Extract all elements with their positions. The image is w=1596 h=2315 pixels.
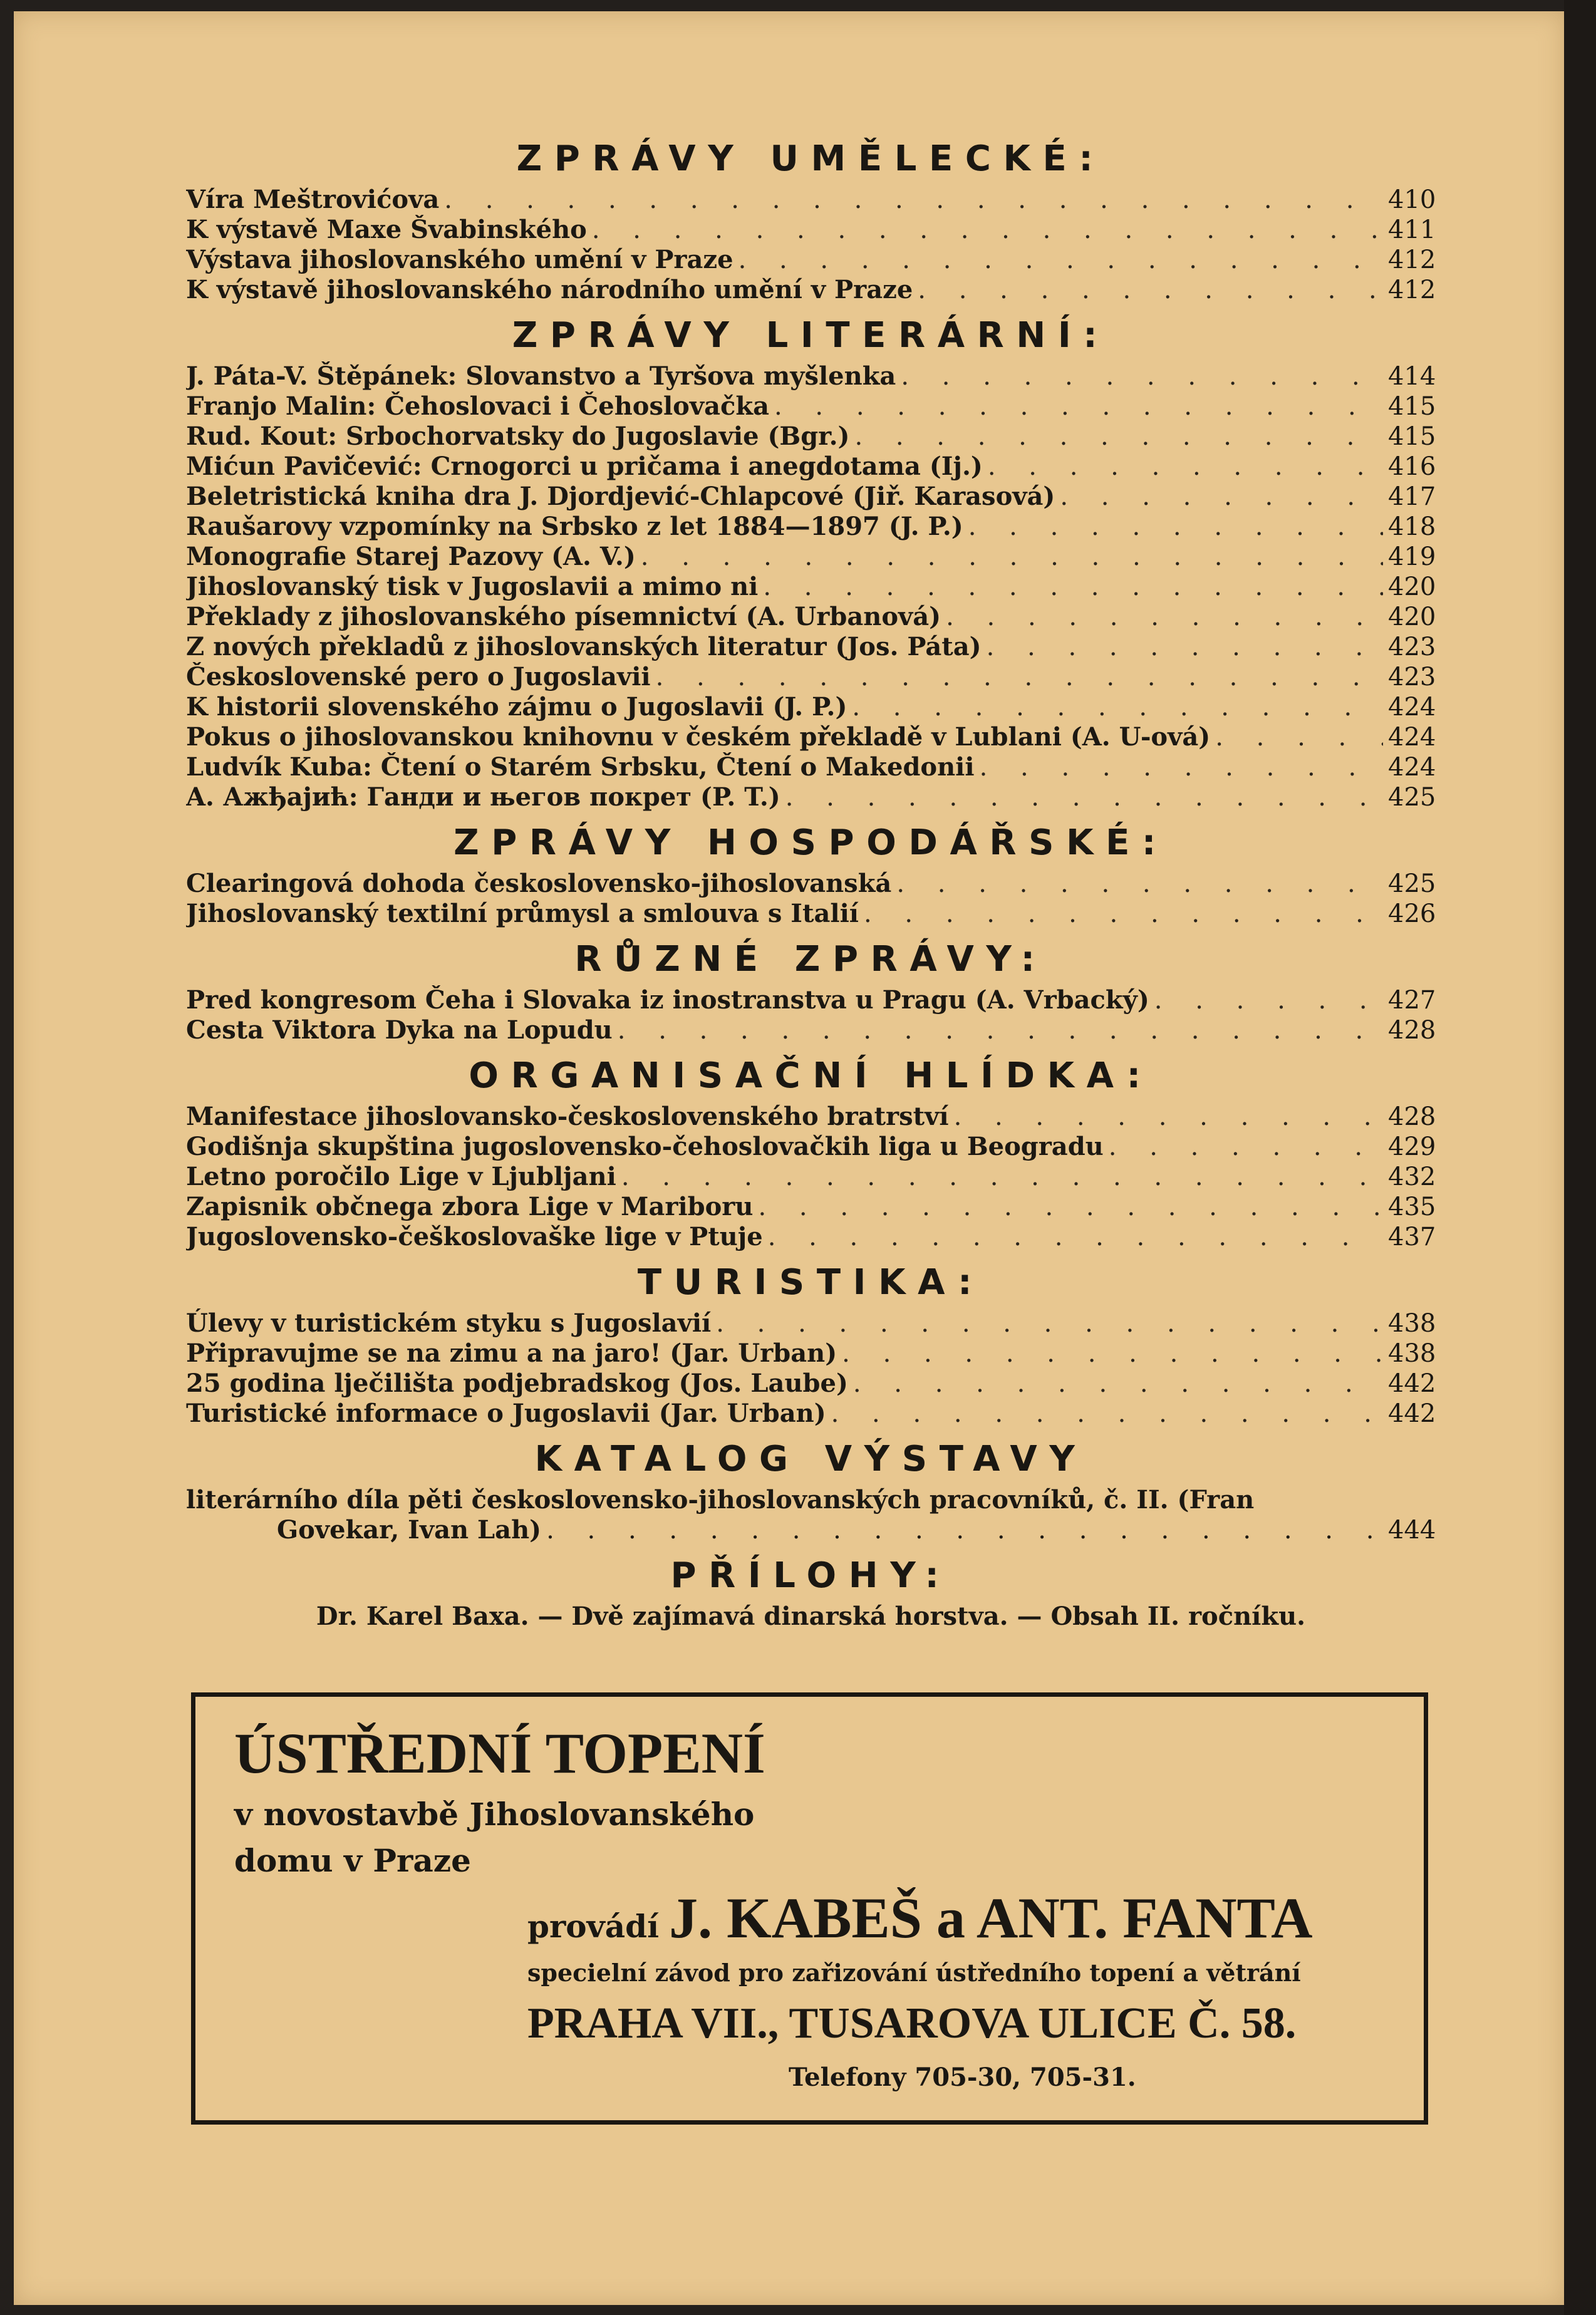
leader-dots: [864, 899, 1383, 929]
entry-page: 438: [1388, 1339, 1436, 1368]
entry-title: Úlevy v turistickém styku s Jugoslavií: [186, 1308, 712, 1338]
entry-page: 411: [1388, 215, 1436, 244]
entry-title: Monografie Starej Pazovy (A. V.): [186, 542, 636, 571]
toc-entry[interactable]: [186, 899, 1436, 929]
toc-entry[interactable]: [186, 1222, 1436, 1252]
entry-title: Ludvík Kuba: Čtení o Starém Srbsku, Čtení o Makedonii: [186, 752, 975, 782]
toc-entry[interactable]: [186, 245, 1436, 275]
section-heading-turistika: TURISTIKA:: [637, 1262, 985, 1303]
section-heading-prilohy: PŘÍLOHY:: [670, 1555, 951, 1596]
entry-title: Manifestace jihoslovansko-československého bratrství: [186, 1102, 949, 1131]
leader-dots: [1154, 985, 1383, 1015]
catalog-page: 444: [1388, 1516, 1436, 1545]
leader-dots: [738, 245, 1383, 275]
toc-entry[interactable]: [186, 391, 1436, 422]
entry-title: Víra Meštrovićova: [186, 185, 440, 214]
entry-title: A. Ажђајић: Ганди и његов покрет (P. T.): [186, 782, 780, 812]
toc-entry[interactable]: [186, 985, 1436, 1015]
entry-title: Připravujme se na zimu a na jaro! (Jar. Urban): [186, 1339, 837, 1368]
entry-title: Franjo Malin: Čehoslovaci i Čehoslovačka: [186, 391, 769, 421]
entry-page: 420: [1388, 603, 1436, 631]
toc-entry[interactable]: [186, 752, 1436, 782]
entry-page: 410: [1388, 185, 1436, 214]
entry-page: 432: [1388, 1163, 1436, 1191]
leader-dots: [854, 422, 1383, 452]
entry-page: 428: [1388, 1016, 1436, 1045]
toc-entry[interactable]: [186, 1162, 1436, 1192]
leader-dots: [988, 452, 1383, 482]
entry-title: Jihoslovanský textilní průmysl a smlouva s Italií: [186, 899, 859, 928]
entry-page: 427: [1388, 986, 1436, 1015]
toc-entry[interactable]: [186, 1015, 1436, 1045]
ad-firm-name: J. KABEŠ a ANT. FANTA: [669, 1886, 1313, 1950]
toc-entry[interactable]: [186, 542, 1436, 572]
section-heading-ruzne: RŮZNÉ ZPRÁVY:: [574, 939, 1047, 980]
entry-page: 424: [1388, 723, 1436, 752]
entry-title: Zapisnik občnega zbora Lige v Mariboru: [186, 1192, 754, 1221]
entry-title: Rud. Kout: Srbochorvatsky do Jugoslavie (Bgr.): [186, 422, 850, 451]
leader-dots: [758, 1192, 1383, 1222]
entry-page: 442: [1388, 1399, 1436, 1428]
entry-page: 423: [1388, 663, 1436, 691]
toc-entry[interactable]: [186, 452, 1436, 482]
ad-firm-line: [527, 1885, 1313, 1951]
entry-title: Letno poročilo Lige v Ljubljani: [186, 1162, 616, 1191]
entry-title: Pred kongresom Čeha i Slovaka iz inostranstva u Pragu (A. Vrbacký): [186, 985, 1149, 1015]
entry-page: 412: [1388, 276, 1436, 304]
toc-entry[interactable]: [186, 1102, 1436, 1132]
leader-dots: [954, 1102, 1383, 1132]
section-heading-hospodarske: ZPRÁVY HOSPODÁŘSKÉ:: [453, 822, 1168, 863]
entry-title: K výstavě Maxe Švabinského: [186, 215, 587, 244]
toc-entry[interactable]: [186, 1369, 1436, 1399]
section-heading-organisacni: ORGANISAČNÍ HLÍDKA:: [469, 1055, 1153, 1096]
entry-page: 420: [1388, 572, 1436, 601]
leader-dots: [968, 512, 1383, 542]
leader-dots: [546, 1515, 1383, 1545]
ad-address: PRAHA VII., TUSAROVA ULICE Č. 58.: [527, 1999, 1297, 2048]
entry-title: Cesta Viktora Dyka na Lopudu: [186, 1015, 613, 1045]
entry-page: 437: [1388, 1223, 1436, 1251]
entry-page: 415: [1388, 422, 1436, 451]
entry-title: Turistické informace o Jugoslavii (Jar. Urban): [186, 1399, 826, 1428]
section-heading-katalog: KATALOG VÝSTAVY: [534, 1439, 1087, 1479]
entry-page: 424: [1388, 753, 1436, 782]
leader-dots: [785, 782, 1383, 812]
ad-phones: Telefony 705-30, 705-31.: [789, 2063, 1136, 2092]
toc-entry[interactable]: [186, 1308, 1436, 1339]
leader-dots: [901, 361, 1383, 391]
entry-title: K historii slovenského zájmu o Jugoslavii (J. P.): [186, 692, 847, 722]
ad-title: ÚSTŘEDNÍ TOPENÍ: [234, 1721, 765, 1785]
toc-entry[interactable]: [186, 602, 1436, 632]
entry-page: 435: [1388, 1193, 1436, 1221]
leader-dots: [980, 752, 1383, 782]
toc-entry[interactable]: [186, 572, 1436, 602]
entry-page: 438: [1388, 1309, 1436, 1338]
entry-title: K výstavě jihoslovanského národního umění v Praze: [186, 275, 913, 304]
entry-page: 418: [1388, 512, 1436, 541]
ad-subtitle-2: domu v Praze: [234, 1842, 471, 1879]
toc-entry[interactable]: [186, 1192, 1436, 1222]
toc-entry[interactable]: [186, 422, 1436, 452]
toc-entry[interactable]: [186, 482, 1436, 512]
toc-entry[interactable]: [186, 1339, 1436, 1369]
entry-page: 442: [1388, 1369, 1436, 1398]
entry-page: 416: [1388, 452, 1436, 481]
entry-title: Godišnja skupština jugoslovensko-čehoslovačkih liga u Beogradu: [186, 1132, 1104, 1161]
entry-title: 25 godina lječilišta podjebradskog (Jos. Laube): [186, 1369, 848, 1398]
leader-dots: [946, 602, 1383, 632]
entry-page: 425: [1388, 783, 1436, 812]
toc-entry[interactable]: [186, 215, 1436, 245]
entry-page: 415: [1388, 392, 1436, 421]
entry-title: Clearingová dohoda československo-jihoslovanská: [186, 869, 892, 898]
toc-entry[interactable]: [186, 782, 1436, 812]
leader-dots: [716, 1308, 1383, 1339]
entry-title: Překlady z jihoslovanského písemnictví (A. Urbanová): [186, 602, 941, 631]
entry-title: Pokus o jihoslovanskou knihovnu v českém překladě v Lublani (A. U-ová): [186, 722, 1211, 752]
entry-page: 419: [1388, 542, 1436, 571]
leader-dots: [656, 662, 1383, 692]
toc-entry[interactable]: [186, 275, 1436, 305]
leader-dots: [774, 391, 1383, 422]
entry-page: 417: [1388, 482, 1436, 511]
leader-dots: [444, 185, 1383, 215]
leader-dots: [621, 1162, 1383, 1192]
entry-page: 428: [1388, 1102, 1436, 1131]
section-heading-literarni: ZPRÁVY LITERÁRNÍ:: [512, 315, 1110, 356]
entry-title: Výstava jihoslovanského umění v Praze: [186, 245, 733, 274]
leader-dots: [918, 275, 1383, 305]
entry-title: J. Páta-V. Štěpánek: Slovanstvo a Tyršova myšlenka: [186, 361, 896, 391]
section-heading-umelecke: ZPRÁVY UMĚLECKÉ:: [516, 138, 1106, 179]
toc-entry[interactable]: [186, 1132, 1436, 1162]
ad-specialty: specielní závod pro zařizování ústředního topení a větrání: [527, 1959, 1301, 1987]
leader-dots: [987, 632, 1383, 662]
entry-title: Mićun Pavičević: Crnogorci u pričama i anegdotama (Ij.): [186, 452, 983, 481]
leader-dots: [641, 542, 1383, 572]
leader-dots: [896, 869, 1383, 899]
entry-page: 412: [1388, 246, 1436, 274]
catalog-entry[interactable]: [186, 1485, 1436, 1545]
leader-dots: [853, 1369, 1383, 1399]
leader-dots: [1060, 482, 1383, 512]
advertisement-box: [191, 1692, 1428, 2125]
entry-title: Jihoslovanský tisk v Jugoslavii a mimo ni: [186, 572, 759, 601]
leader-dots: [1215, 722, 1383, 752]
leader-dots: [592, 215, 1383, 245]
toc-entry[interactable]: [186, 722, 1436, 752]
entry-title: Beletristická kniha dra J. Djordjević-Chlapcové (Jiř. Karasová): [186, 482, 1055, 511]
leader-dots: [842, 1339, 1383, 1369]
toc-entry[interactable]: [186, 869, 1436, 899]
catalog-line-2: Govekar, Ivan Lah): [277, 1515, 542, 1545]
entry-page: 424: [1388, 693, 1436, 722]
toc-entry[interactable]: [186, 512, 1436, 542]
entry-page: 426: [1388, 899, 1436, 928]
entry-page: 425: [1388, 869, 1436, 898]
toc-entry[interactable]: [186, 632, 1436, 662]
toc-entry[interactable]: [186, 692, 1436, 722]
entry-title: Jugoslovensko-češkoslovaške lige v Ptuje: [186, 1222, 763, 1251]
entry-title: Československé pero o Jugoslavii: [186, 662, 651, 691]
entry-page: 429: [1388, 1132, 1436, 1161]
toc-entry[interactable]: [186, 1399, 1436, 1429]
entry-title: Raušarovy vzpomínky na Srbsko z let 1884—1897 (J. P.): [186, 512, 963, 541]
toc-entry[interactable]: [186, 662, 1436, 692]
ad-subtitle-1: v novostavbě Jihoslovanského: [234, 1796, 755, 1833]
entry-page: 423: [1388, 633, 1436, 661]
entry-page: 414: [1388, 362, 1436, 391]
leader-dots: [1109, 1132, 1383, 1162]
leader-dots: [618, 1015, 1383, 1045]
ad-provadi: provádí: [527, 1908, 660, 1945]
leader-dots: [768, 1222, 1383, 1252]
toc-entry[interactable]: [186, 361, 1436, 391]
toc-entry[interactable]: [186, 185, 1436, 215]
supplements-text: Dr. Karel Baxa. — Dvě zajímavá dinarská horstva. — Obsah II. ročníku.: [316, 1602, 1306, 1631]
leader-dots: [763, 572, 1383, 602]
table-of-contents: [186, 128, 1436, 1632]
entry-title: Z nových překladů z jihoslovanských literatur (Jos. Páta): [186, 632, 982, 661]
book-spine-shadow: [1564, 0, 1596, 2315]
catalog-line-1: literárního díla pěti československo-jihoslovanských pracovníků, č. II. (Fran: [186, 1485, 1255, 1515]
leader-dots: [852, 692, 1383, 722]
leader-dots: [831, 1399, 1383, 1429]
